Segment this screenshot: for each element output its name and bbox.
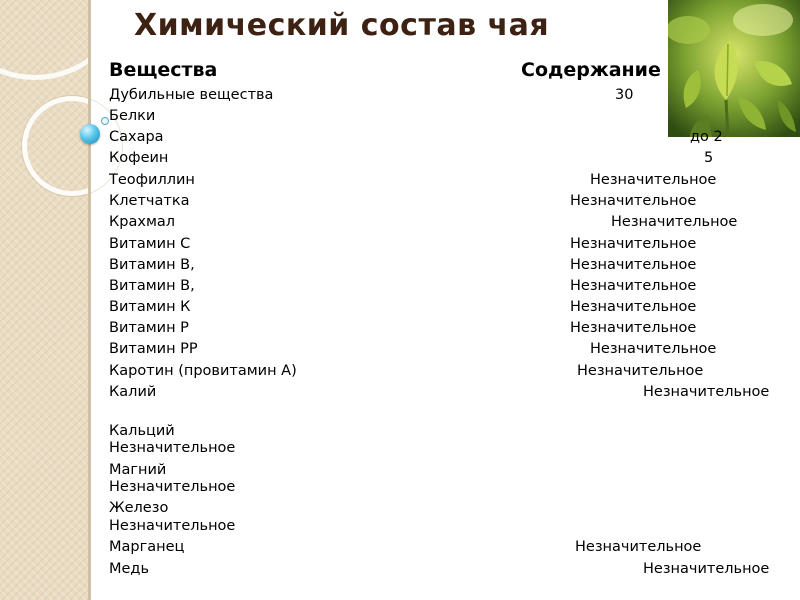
- row-name: Витамин РР: [109, 341, 198, 357]
- row-value: Незначительное: [109, 518, 236, 534]
- row-value: Незначительное: [570, 320, 697, 336]
- row-value: Незначительное: [570, 278, 697, 294]
- row-name: Клетчатка: [109, 193, 190, 209]
- row-name: Дубильные вещества: [109, 87, 274, 103]
- row-value: до 2: [690, 129, 723, 145]
- row-name: Витамин Р: [109, 320, 189, 336]
- row-name: Белки: [109, 108, 156, 124]
- panel-divider: [88, 0, 91, 600]
- row-name: Каротин (провитамин А): [109, 363, 297, 379]
- row-name: Кальций: [109, 423, 175, 439]
- decorative-side-panel: [0, 0, 88, 600]
- column-header-substance: Вещества: [109, 59, 218, 81]
- row-value: Незначительное: [570, 257, 697, 273]
- decorative-ring: [22, 96, 122, 196]
- small-ring-icon: [101, 117, 109, 125]
- row-value: Незначительное: [590, 341, 717, 357]
- row-value: Незначительное: [570, 299, 697, 315]
- row-name: Витамин К: [109, 299, 191, 315]
- row-value: Незначительное: [611, 214, 738, 230]
- row-value: 30: [615, 87, 634, 103]
- row-name: Калий: [109, 384, 157, 400]
- row-value: Незначительное: [590, 172, 717, 188]
- row-value: Незначительное: [643, 561, 770, 577]
- row-value: Незначительное: [109, 440, 236, 456]
- row-name: Медь: [109, 561, 150, 577]
- page-title: Химический состав чая: [134, 8, 550, 43]
- row-name: Витамин С: [109, 236, 191, 252]
- tea-leaves-photo: [668, 0, 800, 137]
- row-name: Кофеин: [109, 150, 169, 166]
- row-value: 5: [704, 150, 714, 166]
- row-value: Незначительное: [109, 479, 236, 495]
- row-value: Незначительное: [570, 236, 697, 252]
- blue-bullet-icon: [80, 124, 100, 144]
- row-value: Незначительное: [643, 384, 770, 400]
- row-value: Незначительное: [575, 539, 702, 555]
- column-header-content: Содержание: [521, 59, 661, 81]
- row-name: Марганец: [109, 539, 185, 555]
- row-name: Витамин В,: [109, 278, 195, 294]
- row-name: Теофиллин: [109, 172, 195, 188]
- row-name: Железо: [109, 500, 169, 516]
- row-name: Магний: [109, 462, 167, 478]
- row-name: Крахмал: [109, 214, 176, 230]
- row-name: Витамин В,: [109, 257, 195, 273]
- row-name: Сахара: [109, 129, 164, 145]
- row-value: Незначительное: [570, 193, 697, 209]
- row-value: Незначительное: [577, 363, 704, 379]
